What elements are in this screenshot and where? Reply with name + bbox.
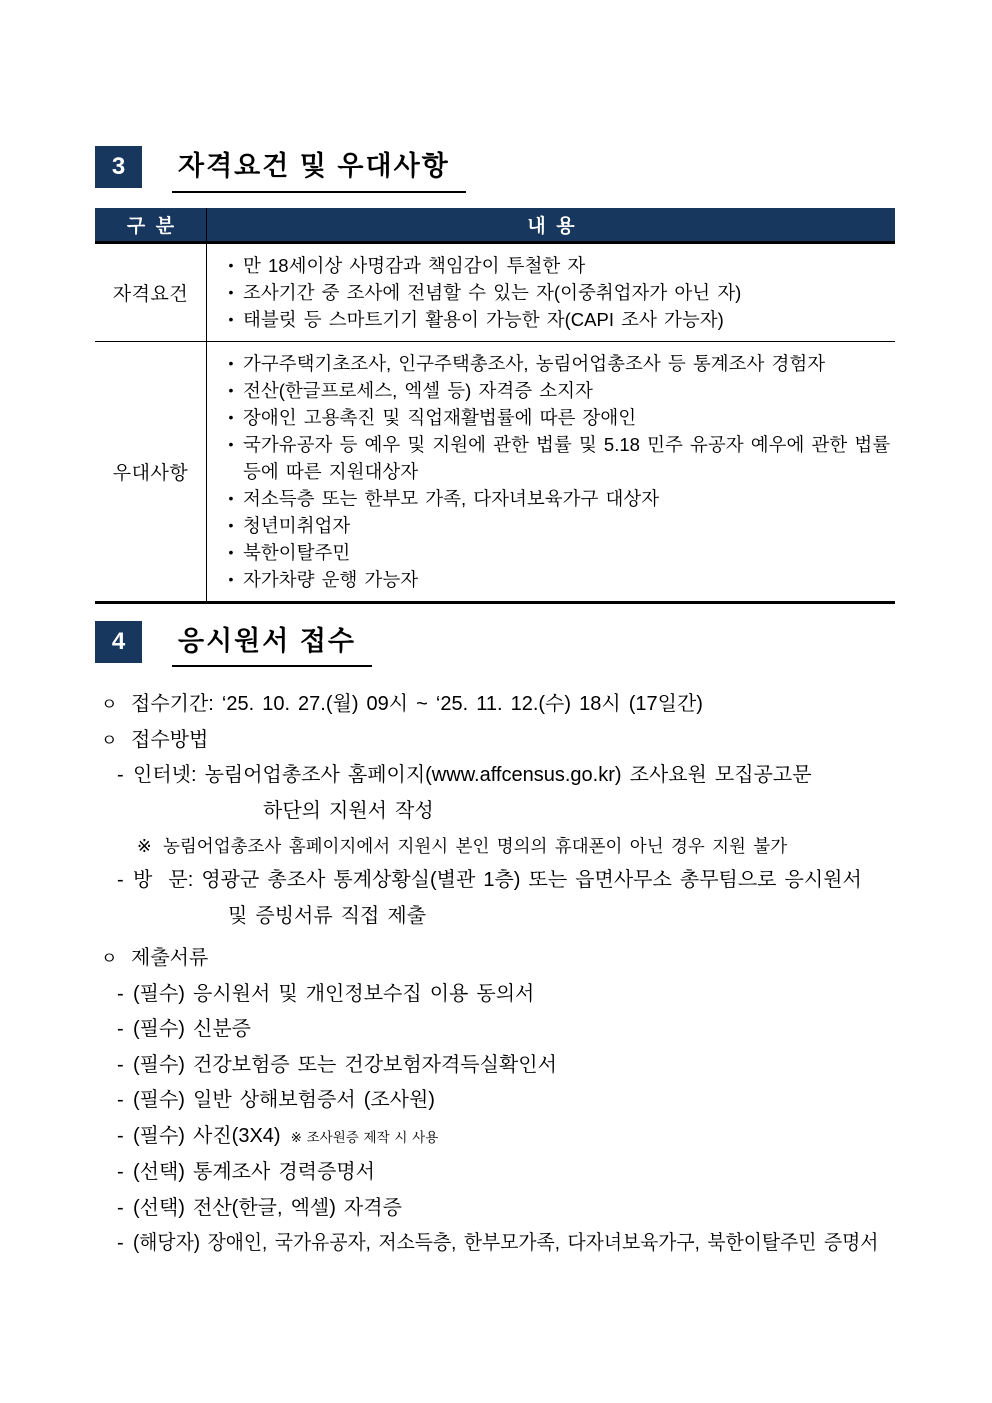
table-row-preferences (95, 342, 895, 604)
table-header-category: 구 분 (95, 208, 207, 241)
section-3-title: 자격요건 및 우대사항 (172, 146, 466, 193)
line-doc-application: - (필수) 응시원서 및 개인정보수집 이용 동의서 (95, 977, 907, 1013)
bullet-icon: • (228, 543, 234, 560)
line-reception-method: ㅇ 접수방법 (95, 723, 907, 759)
section-3-number-badge: 3 (95, 146, 142, 188)
list-item: • 국가유공자 등 예우 및 지원에 관한 법률 및 5.18 민주 유공자 예우에 관한 법률 (219, 431, 891, 458)
line-doc-accident-insurance: - (필수) 일반 상해보험증서 (조사원) (95, 1083, 907, 1119)
section-4-header (95, 621, 907, 668)
row-label-preferences: 우대사항 (95, 342, 207, 601)
dash-bullet-icon: - (117, 1124, 124, 1147)
list-item: • 만 18세이상 사명감과 책임감이 투철한 자 (219, 252, 891, 279)
line-doc-photo: - (필수) 사진(3X4) ※ 조사원증 제작 시 사용 (95, 1119, 907, 1156)
line-reception-period: ㅇ 접수기간: ‘25. 10. 27.(월) 09시 ~ ‘25. 11. 12.(수) 18시 (17일간) (95, 687, 907, 723)
reference-mark-icon: ※ (137, 836, 152, 857)
dash-bullet-icon: - (117, 1232, 124, 1255)
bullet-icon: • (228, 381, 234, 398)
list-item-wrap: 등에 따른 지원대상자 (243, 460, 419, 482)
dash-bullet-icon: - (117, 764, 124, 787)
page-content (95, 146, 907, 1262)
bullet-icon: • (228, 310, 234, 327)
line-doc-id: - (필수) 신분증 (95, 1012, 907, 1048)
line-visit-wrap: 및 증빙서류 직접 제출 (228, 904, 427, 927)
line-note: ※ 농림어업총조사 홈페이지에서 지원시 본인 명의의 휴대폰이 아닌 경우 지원 불가 (95, 829, 907, 863)
list-item: • 북한이탈주민 (219, 539, 891, 566)
line-doc-insurance-cert: - (필수) 건강보험증 또는 건강보험자격득실확인서 (95, 1048, 907, 1084)
dash-bullet-icon: - (117, 1196, 124, 1219)
line-doc-computer-cert: - (선택) 전산(한글, 엑셀) 자격증 (95, 1191, 907, 1227)
list-item: • 태블릿 등 스마트기기 활용이 가능한 자(CAPI 조사 가능자) (219, 306, 891, 333)
photo-usage-note: ※ 조사원증 제작 시 사용 (290, 1129, 439, 1145)
line-visit: - 방 문: 영광군 총조사 통계상황실(별관 1층) 또는 읍면사무소 총무팀으로 응시원서 (95, 863, 907, 899)
section-3-header (95, 146, 907, 193)
list-item: • 장애인 고용촉진 및 직업재활법률에 따른 장애인 (219, 404, 891, 431)
table-header-detail: 내 용 (527, 215, 575, 237)
dash-bullet-icon: - (117, 869, 124, 892)
line-doc-applicable-certs: - (해당자) 장애인, 국가유공자, 저소득층, 한부모가족, 다자녀보육가구, 북한이탈주민 증명서 (95, 1226, 907, 1262)
circle-bullet-icon: ㅇ (101, 695, 118, 715)
line-internet-wrap: 하단의 지원서 작성 (263, 799, 434, 822)
bullet-icon: • (228, 570, 234, 587)
dash-bullet-icon: - (117, 982, 124, 1005)
list-item: • 조사기간 중 조사에 전념할 수 있는 자(이중취업자가 아닌 자) (219, 279, 891, 306)
list-item: • 가구주택기초조사, 인구주택총조사, 농림어업총조사 등 통계조사 경험자 (219, 350, 891, 377)
line-documents: ㅇ 제출서류 (95, 941, 907, 977)
row-content-requirements (207, 244, 895, 341)
section-4-number-badge: 4 (95, 621, 142, 663)
row-content-preferences (207, 342, 895, 601)
dash-bullet-icon: - (117, 1018, 124, 1041)
bullet-icon: • (228, 435, 234, 452)
list-item: • 자가차량 운행 가능자 (219, 566, 891, 593)
table-header-row (95, 208, 895, 242)
qualification-table (95, 208, 895, 604)
dash-bullet-icon: - (117, 1161, 124, 1184)
circle-bullet-icon: ㅇ (101, 949, 118, 969)
dash-bullet-icon: - (117, 1053, 124, 1076)
table-row-requirements (95, 244, 895, 342)
bullet-icon: • (228, 489, 234, 506)
section-4-title: 응시원서 접수 (172, 621, 372, 668)
bullet-icon: • (228, 354, 234, 371)
list-item: • 전산(한글프로세스, 엑셀 등) 자격증 소지자 (219, 377, 891, 404)
bullet-icon: • (228, 408, 234, 425)
bullet-icon: • (228, 283, 234, 300)
bullet-icon: • (228, 256, 234, 273)
bullet-icon: • (228, 516, 234, 533)
list-item: • 저소득층 또는 한부모 가족, 다자녀보육가구 대상자 (219, 485, 891, 512)
section-4-body (95, 687, 907, 1262)
dash-bullet-icon: - (117, 1089, 124, 1112)
list-item: • 청년미취업자 (219, 512, 891, 539)
row-label-requirements: 자격요건 (95, 244, 207, 341)
circle-bullet-icon: ㅇ (101, 730, 118, 750)
line-doc-career: - (선택) 통계조사 경력증명서 (95, 1155, 907, 1191)
line-internet: - 인터넷: 농림어업총조사 홈페이지(www.affcensus.go.kr) 조사요원 모집공고문 (95, 758, 907, 794)
